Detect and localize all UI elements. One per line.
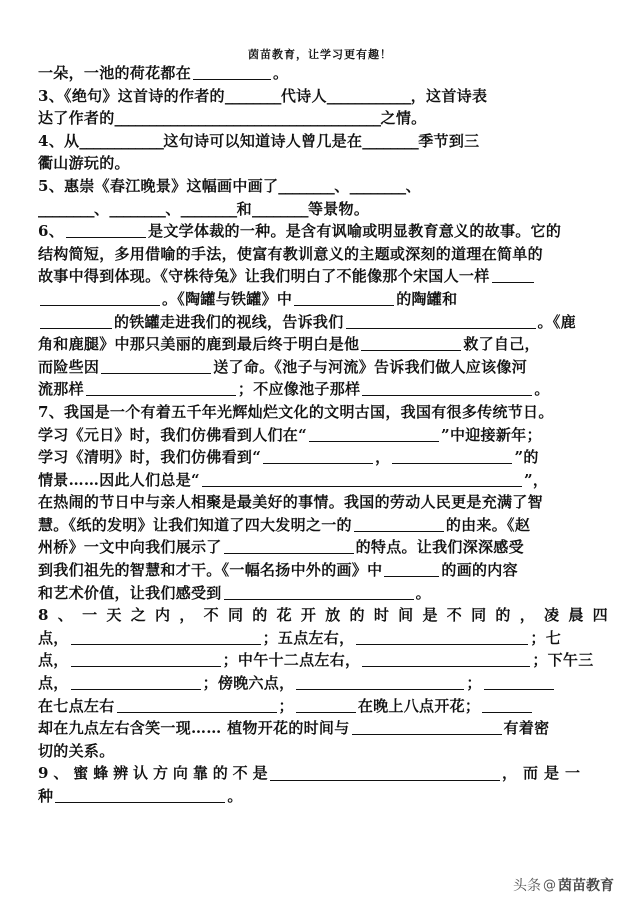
answer-blank[interactable] [270,765,500,781]
text: 慧。《纸的发明》让我们知道了四大发明之一的 [38,515,352,534]
text: 这句诗可以知道诗人曾几是在 [163,131,363,150]
text-char: 、 [57,606,74,625]
text: 在七点左右 [38,696,115,715]
text: 的陶罐和 [396,289,458,308]
text: 是文学体裁的一种。是含有讽喻或明显教育意义的故事。它的 [148,222,562,241]
text-char: 四 [592,606,608,625]
question-8-line-7 [38,740,608,763]
question-7-line-5 [38,491,608,514]
text: 代诗人 [280,86,327,105]
text-char: 的 [495,606,511,625]
answer-blank[interactable] [296,674,464,690]
text: 季节到三 [418,131,480,150]
page-header: 茵苗教育，让学习更有趣！ [248,48,392,61]
text: ； [466,674,482,693]
question-8-line-5 [38,695,608,718]
text-char: 一 [82,606,98,625]
text-char: 不 [446,606,463,625]
text: ”， [523,470,549,489]
text: 、 [334,176,350,195]
text: ；七 [530,628,562,647]
answer-blank[interactable] [361,335,461,351]
answer-blank[interactable] [294,290,394,306]
watermark-source: 头条 [513,878,541,894]
answer-blank[interactable]: ________ [278,176,335,195]
text: 。 [415,583,431,602]
text-char: 不 [232,764,248,783]
text: 到我们祖先的智慧和才干。《一幅名扬中外的画》中 [38,561,383,580]
answer-blank[interactable] [40,313,112,329]
question-6-line-5 [38,311,608,334]
question-7-line-7 [38,536,608,559]
answer-blank[interactable] [40,290,160,306]
answer-blank[interactable] [309,426,439,442]
question-6-line-4 [38,288,608,311]
answer-blank[interactable] [55,787,225,803]
text: 。 [534,380,550,399]
answer-blank[interactable] [101,358,211,374]
text: 流那样 [38,380,84,399]
answer-blank[interactable] [66,222,146,238]
text: ”中迎接新年； [441,425,542,444]
answer-blank[interactable] [352,719,502,735]
text: 在晚上八点开花； [357,696,481,715]
question-6-line-8 [38,378,608,401]
answer-blank[interactable] [71,629,261,645]
answer-blank[interactable]: ________ [251,199,308,218]
text: 、 [165,199,181,218]
text: ，而是一 [502,764,587,783]
answer-blank[interactable]: ________ [38,199,94,218]
text: 的画的内容 [441,561,518,580]
text-char: 的 [252,606,268,625]
text: 点， [38,651,69,670]
text: 、 [405,176,421,195]
answer-blank[interactable] [356,629,528,645]
text: 和艺术价值，让我们感受到 [38,583,222,602]
answer-blank[interactable] [86,380,236,396]
answer-blank[interactable]: ________ [180,199,237,218]
text: 角和鹿腿》中那只美丽的鹿到最后终于明白是他 [38,335,360,354]
text-char: 花 [276,606,292,625]
question-8-line-6 [38,717,608,740]
text: ；中午十二点左右， [222,651,361,670]
question-7-line-2 [38,424,608,447]
answer-blank[interactable]: ________ [362,131,419,150]
text: ；下午三 [532,651,594,670]
question-6-line-2 [38,243,608,266]
text-char: 蜂 [93,764,109,783]
answer-blank[interactable]: ________ [109,199,166,218]
text: 有着密 [503,719,550,738]
text-char: 时 [373,606,390,625]
text: ”的 [514,448,539,467]
question-6-line-3 [38,265,608,288]
text-char: 同 [471,606,487,625]
question-7-line-8 [38,559,608,582]
answer-blank[interactable] [117,697,277,713]
question-7-line-6 [38,514,608,537]
text: 。 [227,787,243,805]
text: 之情。 [380,109,427,128]
text-char: 凌 [544,606,560,625]
answer-blank[interactable] [492,267,534,283]
text: 和 [236,199,252,218]
text-char: 向 [172,764,189,783]
answer-blank[interactable] [354,516,444,532]
text: 故事中得到体现。《守株待兔》让我们明白了不能像那个宋国人一样 [38,267,490,286]
question-6-line-7 [38,356,608,379]
answer-blank[interactable]: ____________ [79,131,164,150]
answer-blank[interactable] [202,471,522,487]
text: 送了命。《池子与河流》告诉我们做人应该像河 [213,357,528,376]
question-7-line-4 [38,469,608,492]
answer-blank[interactable] [224,584,414,600]
question-3-line-2 [38,107,608,130]
text: 学习《元日》时，我们仿佛看到人们在“ [38,425,308,444]
question-8-line-4 [38,672,608,695]
at-icon: @ [543,877,556,893]
text: 情景……因此人们总是“ [38,470,200,489]
answer-blank[interactable] [392,448,512,464]
text: ；五点左右， [262,628,355,647]
text: 的铁罐走进我们的视线，告诉我们 [114,312,344,331]
answer-blank[interactable]: ____________ [326,86,411,105]
text-char: 同 [227,606,244,625]
answer-blank[interactable]: ________ [224,86,281,105]
text: 种 [38,787,54,805]
text: 在热闹的节日中与亲人相聚是最美好的事情。我国的劳动人民更是充满了智 [38,493,543,512]
text-char: 之 [130,606,146,625]
question-6-line-6 [38,333,608,356]
text: 的特点。让我们深深感受 [355,538,524,557]
text-char: ， [179,606,195,625]
text [38,762,268,785]
answer-blank[interactable] [71,651,221,667]
question-9-line-2 [38,785,608,808]
text-char: 认 [133,764,149,783]
text-char: 开 [300,606,317,625]
text: 3、《绝句》这首诗的作者的 [38,86,225,105]
answer-blank[interactable] [482,697,532,713]
text-char: 是 [252,764,268,783]
line-1 [38,62,608,85]
worksheet-body [38,62,608,808]
text-char: ， [519,606,535,625]
text-char: 、 [53,764,69,783]
question-9-line-1 [38,762,608,785]
answer-blank[interactable] [71,674,201,690]
text-char: 靠 [192,764,209,783]
text-char: 是 [422,606,438,625]
answer-blank[interactable]: ________ [349,176,406,195]
watermark-account: 茵苗教育 [558,878,614,894]
text: 切的关系。 [38,741,115,760]
text-char: 的 [212,764,229,783]
watermark [513,875,614,895]
text: 而险些因 [38,357,100,376]
question-8-line-1 [38,604,608,627]
text-char: 9 [38,764,49,783]
answer-blank[interactable] [362,380,532,396]
text-char: 的 [349,606,365,625]
text: 学习《清明》时，我们仿佛看到“ [38,448,262,467]
text: 救了自己， [463,335,540,354]
text: 。《陶罐与铁罐》中 [162,289,293,308]
question-7-line-3 [38,446,608,469]
answer-blank[interactable]: ______________________________________ [114,109,381,128]
text: 衢山游玩的。 [38,154,130,173]
question-4-line-2 [38,152,608,175]
text: 5、惠崇《春江晚景》这幅画中画了 [38,176,279,195]
text: ；傍晚六点， [202,674,295,693]
question-5-line-1 [38,175,608,198]
text: 7、我国是一个有着五千年光辉灿烂文化的文明古国，我国有很多传统节日。 [38,402,554,421]
text: 、 [94,199,110,218]
answer-blank[interactable] [346,313,536,329]
question-3-line-1 [38,85,608,108]
answer-blank[interactable] [296,697,356,713]
question-7-line-9 [38,582,608,605]
text-char: 8 [38,606,49,625]
text: 点， [38,674,69,693]
text: 。 [273,64,289,82]
text: ， [375,448,391,467]
question-5-line-2 [38,198,608,221]
question-7-line-1 [38,401,608,424]
answer-blank[interactable] [263,448,373,464]
text-char: 辨 [113,764,129,783]
text-char: 不 [203,606,219,625]
text-char: 天 [106,606,122,625]
text: 6、 [38,222,65,241]
text-char: 放 [325,606,341,625]
text: ； [278,696,294,715]
text-char: 方 [152,764,169,783]
text: 一朵，一池的荷花都在 [38,64,192,82]
text: 4、从 [38,131,80,150]
question-4-line-1 [38,130,608,153]
text: 结构简短，多用借喻的手法，使富有教训意义的主题或深刻的道理在简单的 [38,244,543,263]
answer-blank[interactable] [484,674,554,690]
text-char: 蜜 [73,764,89,783]
text-char: 晨 [568,606,584,625]
text: 的由来。《赵 [445,515,531,534]
answer-blank[interactable] [384,561,439,577]
text: ；不应像池子那样 [237,380,361,399]
text: 。《鹿 [537,312,576,331]
question-8-line-2 [38,627,608,650]
answer-blank[interactable] [193,64,271,80]
answer-blank[interactable] [224,538,354,554]
text: 达了作者的 [38,109,115,128]
answer-blank[interactable] [362,651,530,667]
text-char: 间 [398,606,414,625]
text: ，这首诗表 [410,86,488,105]
question-6-line-1 [38,220,608,243]
text: 点， [38,628,69,647]
text: 却在九点左右含笑一现…… 植物开花的时间与 [38,719,350,738]
text-char: 内 [155,606,171,625]
question-8-line-3 [38,649,608,672]
text: 州桥》一文中向我们展示了 [38,538,222,557]
text: 等景物。 [307,199,370,218]
